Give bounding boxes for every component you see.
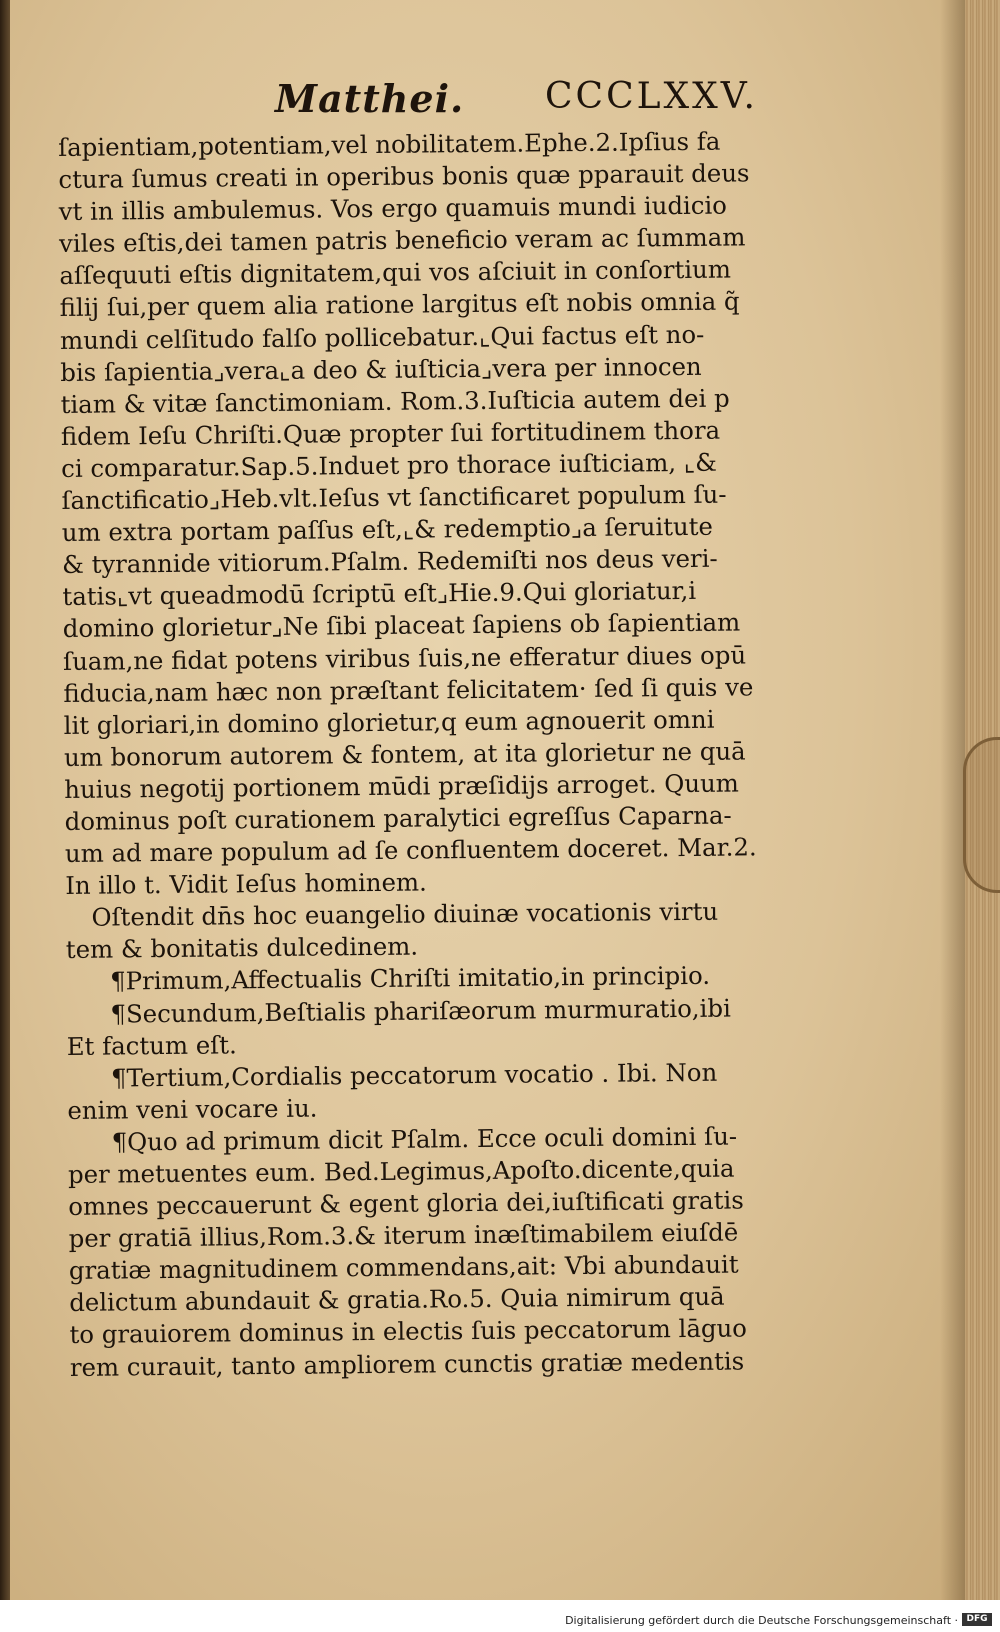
text-line: tem & bonitatis dulcedinem.: [65, 931, 419, 965]
clasp-mark: [963, 737, 1000, 893]
folio-number: CCCLXXV.: [545, 76, 758, 117]
text-line: viles eſtis,dei tamen patris beneficio veram ac ſummam: [58, 222, 746, 259]
text-line: per gratiā illius,Rom.3.& iterum inæſtimabilem eiuſdē: [68, 1217, 739, 1254]
text-line: ¶Primum,Affectualis Chriſti imitatio,in principio.: [110, 961, 711, 996]
text-line: aſſequuti eſtis dignitatem,qui vos aſciuit in conſortium: [59, 254, 732, 291]
digitization-footer: [0, 1600, 1000, 1632]
text-line: ſapientiam,potentiam,vel nobilitatem.Ephe.2.Ipſius fa: [58, 126, 721, 162]
text-line: rem curauit, tanto ampliorem cunctis gratiæ medentis: [69, 1346, 745, 1382]
text-line: filij ſui,per quem alia ratione largitus eſt nobis omnia q̃: [59, 286, 740, 323]
text-line: per metuentes eum. Bed.Legimus,Apoſto.dicente,quia: [67, 1153, 735, 1189]
text-line: ¶Secundum,Beſtialis phariſæorum murmuratio,ibi: [110, 993, 731, 1029]
text-line: fiducia,nam hæc non præſtant felicitatem· ſed ſi quis ve: [63, 671, 754, 708]
page-header: [275, 70, 975, 130]
text-line: huius negotij portionem mūdi præſidijs arroget. Quum: [64, 768, 739, 804]
text-line: mundi celſitudo falſo pollicebatur.⌞Qui factus eſt no-: [59, 319, 705, 355]
text-line: dominus poſt curationem paralytici egreſſus Caparna-: [64, 800, 732, 836]
text-line: In illo t. Vidit Ieſus hominem.: [65, 867, 427, 901]
text-line: enim veni vocare iu.: [67, 1093, 318, 1125]
text-line: Et factum eſt.: [66, 1029, 237, 1061]
text-line: tiam & vitæ ſanctimoniam. Rom.3.Iuſticia autem dei p: [60, 383, 730, 419]
text-line: bis ſapientia⌟vera⌞a deo & iuſticia⌟vera per innocen: [60, 351, 702, 387]
body-text: [58, 125, 778, 1383]
text-line: vt in illis ambulemus. Vos ergo quamuis mundi iudicio: [58, 190, 728, 227]
text-line: um bonorum autorem & fontem, at ita glorietur ne quā: [63, 736, 746, 772]
text-line: ci comparatur.Sap.5.Induet pro thorace iuſticiam, ⌞&: [61, 447, 718, 483]
dfg-logo: DFG: [962, 1613, 992, 1626]
text-line: fidem Ieſu Chriſti.Quæ propter ſui fortitudinem thora: [60, 415, 721, 451]
text-line: to grauiorem dominus in electis ſuis peccatorum lāguo: [69, 1313, 748, 1350]
text-line: ctura ſumus creati in operibus bonis quæ pparauit deus: [58, 158, 750, 195]
running-head: Matthei.: [275, 76, 465, 121]
text-line: um ad mare populum ad ſe confluentem doceret. Mar.2.: [64, 832, 757, 869]
text-line: tatis⌞vt queadmodū ſcriptū eſt⌟Hie.9.Qui gloriatur,i: [62, 576, 697, 612]
text-line: Oſtendit dn̄s hoc euangelio diuinæ vocationis virtu: [91, 896, 719, 932]
text-line: & tyrannide vitiorum.Pſalm. Redemiſti nos deus veri-: [62, 543, 718, 580]
text-line: domino glorietur⌟Ne ſibi placeat ſapiens ob ſapientiam: [62, 607, 741, 644]
text-line: lit gloriari,in domino glorietur,q eum agnouerit omni: [63, 704, 715, 740]
text-line: um extra portam paſſus eſt,⌞& redemptio⌟a ſeruitute: [61, 511, 714, 548]
text-line: delictum abundauit & gratia.Ro.5. Quia nimirum quā: [69, 1282, 725, 1318]
text-line: gratiæ magnitudinem commendans,ait: Vbi abundauit: [68, 1249, 739, 1286]
text-line: omnes peccauerunt & egent gloria dei,iuſtificati gratis: [68, 1185, 744, 1222]
text-line: ſuam,ne fidat potens viribus ſuis,ne efferatur diues opū: [62, 639, 747, 676]
text-line: ¶Quo ad primum dicit Pſalm. Ecce oculi domini ſu-: [111, 1121, 738, 1157]
footer-credit: Digitalisierung gefördert durch die Deutsche Forschungsgemeinschaft ·: [565, 1614, 958, 1627]
text-line: ¶Tertium,Cordialis peccatorum vocatio . Ibi. Non: [110, 1057, 718, 1093]
text-line: ſanctificatio⌟Heb.vlt.Ieſus vt ſanctificaret populum ſu-: [61, 479, 727, 516]
